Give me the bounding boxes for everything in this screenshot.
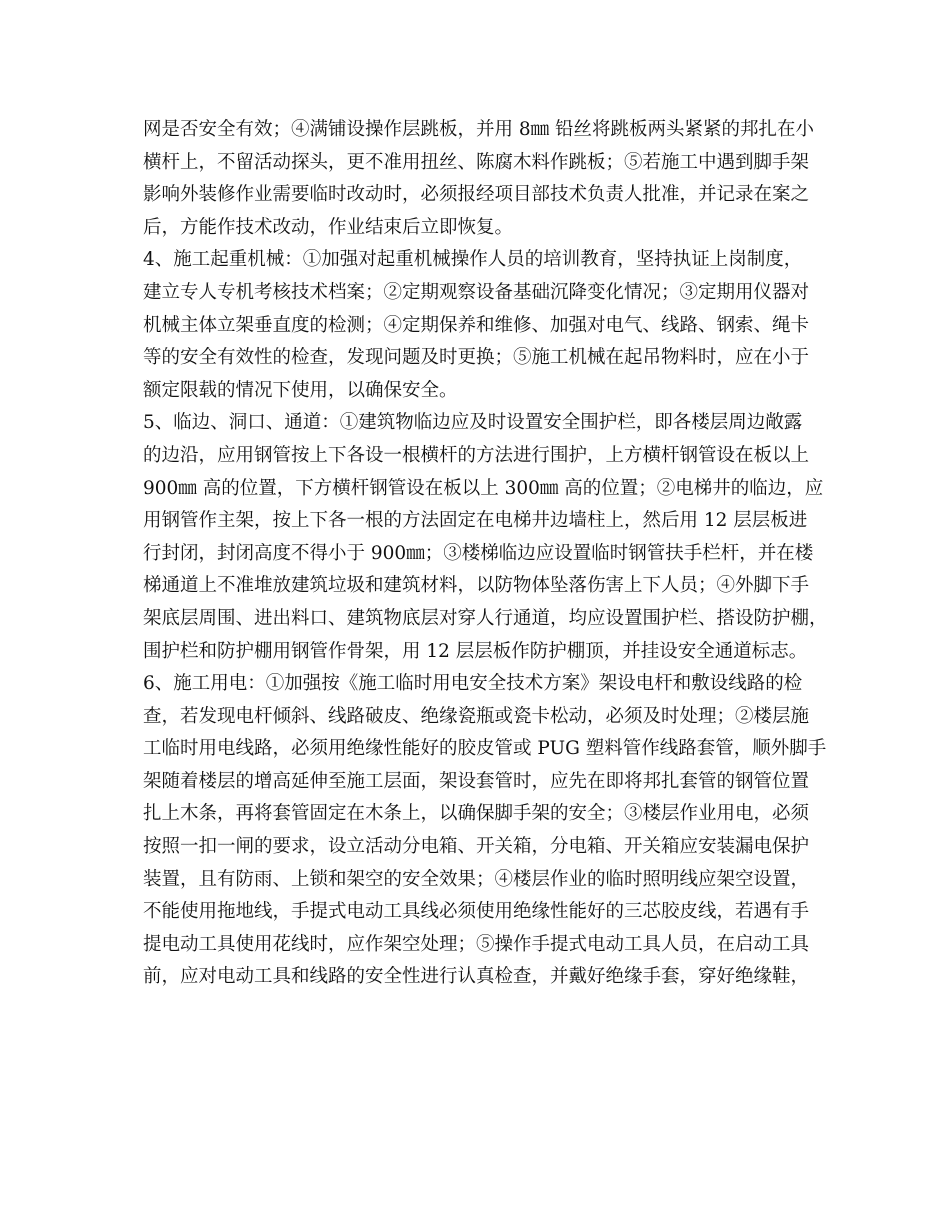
text-line: 建立专人专机考核技术档案；②定期观察设备基础沉降变化情况；③定期用仪器对	[143, 281, 810, 303]
text-line: 900㎜ 高的位置，下方横杆钢管设在板以上 300㎜ 高的位置；②电梯井的临边，应	[143, 477, 824, 499]
text-line: 等的安全有效性的检查，发现问题及时更换；⑤施工机械在起吊物料时，应在小于	[143, 347, 810, 369]
text-line: 扎上木条，再将套管固定在木条上，以确保脚手架的安全；③楼层作业用电，必须	[143, 803, 810, 825]
text-line: 不能使用拖地线，手提式电动工具线必须使用绝缘性能好的三芯胶皮线，若遇有手	[143, 901, 810, 923]
text-line: 5、临边、洞口、通道：①建筑物临边应及时设置安全围护栏，即各楼层周边敞露	[143, 412, 803, 434]
text-line: 后，方能作技术改动，作业结束后立即恢复。	[143, 216, 514, 238]
text-line: 机械主体立架垂直度的检测；④定期保养和维修、加强对电气、线路、钢索、绳卡	[143, 314, 810, 336]
text-line: 按照一扣一闸的要求，设立活动分电箱、开关箱，分电箱、开关箱应安装漏电保护	[143, 836, 810, 858]
text-line: 查，若发现电杆倾斜、线路破皮、绝缘瓷瓶或瓷卡松动，必须及时处理；②楼层施	[143, 705, 810, 727]
text-line: 额定限载的情况下使用，以确保安全。	[143, 379, 458, 401]
body-text	[143, 114, 828, 994]
text-line: 架随着楼层的增高延伸至施工层面，架设套管时，应先在即将邦扎套管的钢管位置	[143, 770, 810, 792]
text-line: 工临时用电线路，必须用绝缘性能好的胶皮管或 PUG 塑料管作线路套管，顺外脚手	[143, 738, 827, 760]
text-line: 前，应对电动工具和线路的安全性进行认真检查，并戴好绝缘手套，穿好绝缘鞋，	[143, 966, 810, 988]
text-line: 装置，且有防雨、上锁和架空的安全效果；④楼层作业的临时照明线应架空设置，	[143, 868, 810, 890]
text-line: 提电动工具使用花线时，应作架空处理；⑤操作手提式电动工具人员，在启动工具	[143, 933, 810, 955]
text-line: 围护栏和防护棚用钢管作骨架，用 12 层层板作防护棚顶，并挂设安全通道标志。	[143, 640, 808, 662]
text-line: 的边沿，应用钢管按上下各设一根横杆的方法进行围护，上方横杆钢管设在板以上	[143, 444, 810, 466]
text-line: 用钢管作主架，按上下各一根的方法固定在电梯井边墙柱上，然后用 12 层层板进	[143, 510, 808, 532]
text-line: 行封闭，封闭高度不得小于 900㎜；③楼梯临边应设置临时钢管扶手栏杆，并在楼	[143, 542, 814, 564]
text-line: 4、施工起重机械：①加强对起重机械操作人员的培训教育，坚持执证上岗制度，	[143, 249, 803, 271]
text-line: 6、施工用电：①加强按《施工临时用电安全技术方案》架设电杆和敷设线路的检	[143, 673, 803, 695]
text-line: 影响外装修作业需要临时改动时，必须报经项目部技术负责人批准，并记录在案之	[143, 184, 810, 206]
text-line: 横杆上，不留活动探头，更不准用扭丝、陈腐木料作跳板；⑤若施工中遇到脚手架	[143, 151, 810, 173]
text-line: 梯通道上不准堆放建筑垃圾和建筑材料，以防物体坠落伤害上下人员；④外脚下手	[143, 575, 810, 597]
text-line: 网是否安全有效；④满铺设操作层跳板，并用 8㎜ 铅丝将跳板两头紧紧的邦扎在小	[143, 119, 815, 140]
text-line: 架底层周围、进出料口、建筑物底层对穿人行通道，均应设置围护栏、搭设防护棚，	[143, 607, 828, 629]
